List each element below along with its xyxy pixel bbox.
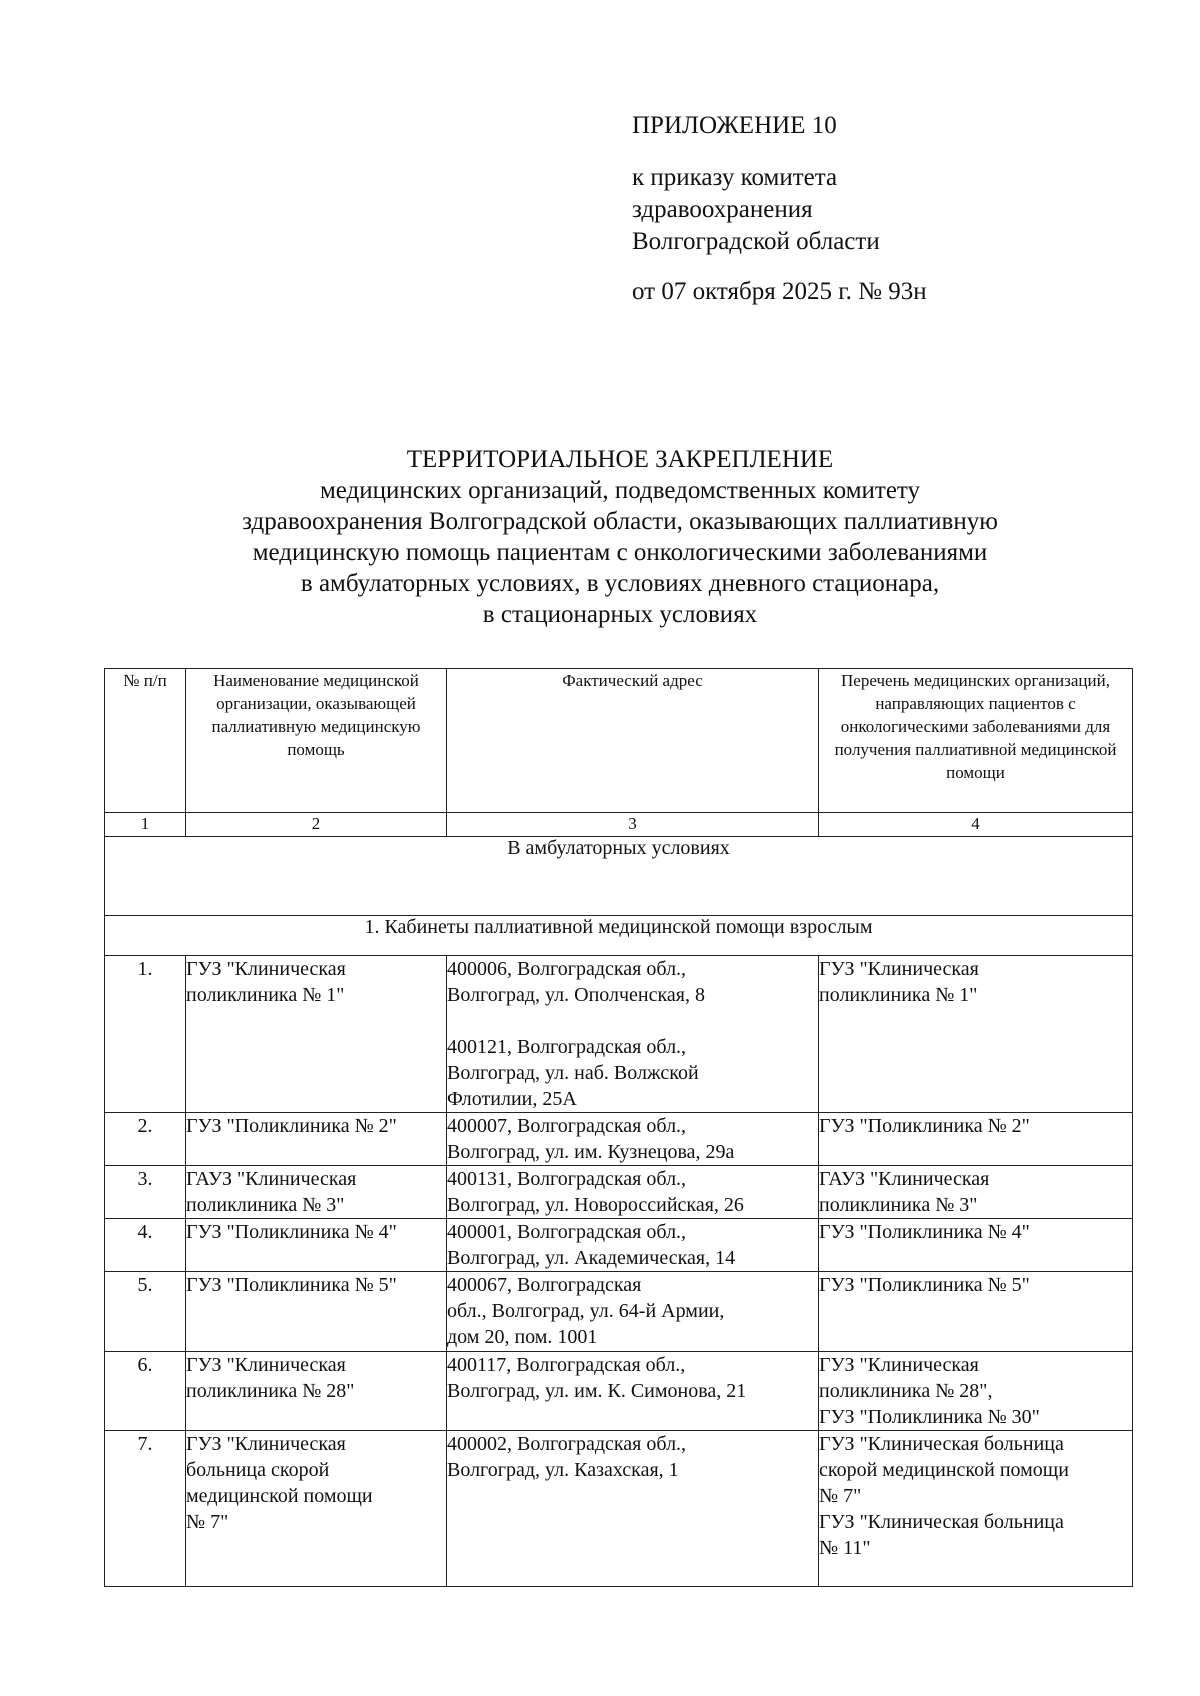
row-org-name [186,1352,447,1431]
row-org-name [186,1113,447,1166]
row-org-name [186,1431,447,1587]
document-subtitle-line: в стационарных условиях [482,601,758,628]
subsection-title: 1. Кабинеты паллиативной медицинской помощи взрослым [105,916,1133,956]
row-address [447,1219,819,1272]
column-number: 3 [447,813,819,837]
row-referring-orgs [819,956,1133,1113]
address-line: Волгоград, ул. им. Кузнецова, 29а [447,1141,735,1163]
document-title [150,444,1090,630]
row-address [447,956,819,1113]
row-referring-orgs [819,1113,1133,1166]
appendix-to-order-line: здравоохранения [632,196,813,223]
row-address [447,1272,819,1352]
appendix-order-ref: от 07 октября 2025 г. № 93н [632,278,927,305]
address-line: 400007, Волгоградская обл., [447,1115,687,1137]
org-name-line: поликлиника № 28" [186,1380,355,1402]
row-referring-orgs [819,1352,1133,1431]
column-number-row [105,813,1133,837]
header-num: № п/п [105,669,186,813]
row-number: 5. [105,1272,186,1352]
org-name-line: ГУЗ "Поликлиника № 5" [186,1274,397,1296]
column-number: 2 [186,813,447,837]
address-line: обл., Волгоград, ул. 64-й Армии, [447,1300,725,1322]
address-line: Волгоград, ул. Ополченская, 8 [447,984,705,1006]
table-row [105,1352,1133,1431]
document-subtitle-line: медицинских организаций, подведомственных комитету [319,477,921,504]
referring-line: ГУЗ "Поликлиника № 2" [819,1115,1030,1137]
row-address [447,1431,819,1587]
row-number: 6. [105,1352,186,1431]
table-row [105,956,1133,1113]
address-line: Флотилии, 25А [447,1088,577,1110]
table-row [105,1166,1133,1219]
row-org-name [186,956,447,1113]
address-gap [447,1008,818,1034]
column-number: 1 [105,813,186,837]
row-address [447,1352,819,1431]
row-referring-orgs [819,1219,1133,1272]
org-name-line: поликлиника № 3" [186,1194,345,1216]
row-number: 2. [105,1113,186,1166]
table-row [105,1219,1133,1272]
row-address [447,1166,819,1219]
header-referring-orgs: Перечень медицинских организаций, направляющих пациентов с онкологическими заболеваниями для получения паллиативной медицинской помощи [819,669,1133,813]
address-line: 400006, Волгоградская обл., [447,958,687,980]
referring-line: № 11" [819,1537,871,1559]
referring-line: поликлиника № 1" [819,984,978,1006]
address-line: 400067, Волгоградская [447,1274,642,1296]
section-row [105,837,1133,916]
document-heading: ТЕРРИТОРИАЛЬНОЕ ЗАКРЕПЛЕНИЕ [406,446,834,473]
address-line: 400117, Волгоградская обл., [447,1354,686,1376]
org-name-line: больница скорой [186,1459,330,1481]
referring-line: ГУЗ "Поликлиника № 4" [819,1221,1030,1243]
address-line: Волгоград, ул. Академическая, 14 [447,1247,736,1269]
org-name-line: ГАУЗ "Клиническая [186,1168,357,1190]
referring-line: ГУЗ "Клиническая [819,1354,979,1376]
header-org-name: Наименование медицинской организации, оказывающей паллиативную медицинскую помощь [186,669,447,813]
section-title: В амбулаторных условиях [105,837,1133,916]
document-subtitle-line: в амбулаторных условиях, в условиях дневного стационара, [300,570,940,597]
org-name-line: поликлиника № 1" [186,984,345,1006]
appendix-title: ПРИЛОЖЕНИЕ 10 [632,112,837,139]
address-line: 400002, Волгоградская обл., [447,1433,687,1455]
org-name-line: ГУЗ "Клиническая [186,1354,346,1376]
referring-line: ГУЗ "Клиническая больница [819,1433,1064,1455]
address-line: 400131, Волгоградская обл., [447,1168,687,1190]
referring-line: ГУЗ "Поликлиника № 30" [819,1406,1040,1428]
document-subtitle-line: медицинскую помощь пациентам с онкологическими заболеваниями [252,539,988,566]
row-org-name [186,1166,447,1219]
appendix-block [632,110,1072,308]
address-line: Волгоград, ул. наб. Волжской [447,1062,699,1084]
referring-line: ГАУЗ "Клиническая [819,1168,990,1190]
referring-line: ГУЗ "Клиническая больница [819,1511,1064,1533]
row-referring-orgs [819,1431,1133,1587]
table-row [105,1113,1133,1166]
address-line: Волгоград, ул. Казахская, 1 [447,1459,679,1481]
org-name-line: ГУЗ "Клиническая [186,1433,346,1455]
referring-line: ГУЗ "Клиническая [819,958,979,980]
org-name-line: ГУЗ "Поликлиника № 2" [186,1115,397,1137]
row-org-name [186,1219,447,1272]
organizations-table [104,668,1133,1587]
address-line: 400001, Волгоградская обл., [447,1221,687,1243]
row-referring-orgs [819,1166,1133,1219]
row-number: 4. [105,1219,186,1272]
column-number: 4 [819,813,1133,837]
address-line: 400121, Волгоградская обл., [447,1036,687,1058]
header-address: Фактический адрес [447,669,819,813]
row-number: 7. [105,1431,186,1587]
document-subtitle-line: здравоохранения Волгоградской области, оказывающих паллиативную [242,508,998,535]
row-number: 3. [105,1166,186,1219]
referring-line: № 7" [819,1485,862,1507]
subsection-row [105,916,1133,956]
row-address [447,1113,819,1166]
org-name-line: ГУЗ "Поликлиника № 4" [186,1221,397,1243]
table-header-row [105,669,1133,813]
referring-line: скорой медицинской помощи [819,1459,1069,1481]
appendix-to-order-line: к приказу комитета [632,164,838,191]
org-name-line: медицинской помощи [186,1485,373,1507]
address-line: дом 20, пом. 1001 [447,1326,598,1348]
address-line: Волгоград, ул. Новороссийская, 26 [447,1194,744,1216]
referring-line: поликлиника № 3" [819,1194,978,1216]
appendix-to-order-line: Волгоградской области [632,228,880,255]
row-referring-orgs [819,1272,1133,1352]
referring-line: поликлиника № 28", [819,1380,993,1402]
table-row [105,1431,1133,1587]
row-org-name [186,1272,447,1352]
row-number: 1. [105,956,186,1113]
referring-line: ГУЗ "Поликлиника № 5" [819,1274,1030,1296]
org-name-line: № 7" [186,1511,229,1533]
org-name-line: ГУЗ "Клиническая [186,958,346,980]
table-row [105,1272,1133,1352]
address-line: Волгоград, ул. им. К. Симонова, 21 [447,1380,747,1402]
